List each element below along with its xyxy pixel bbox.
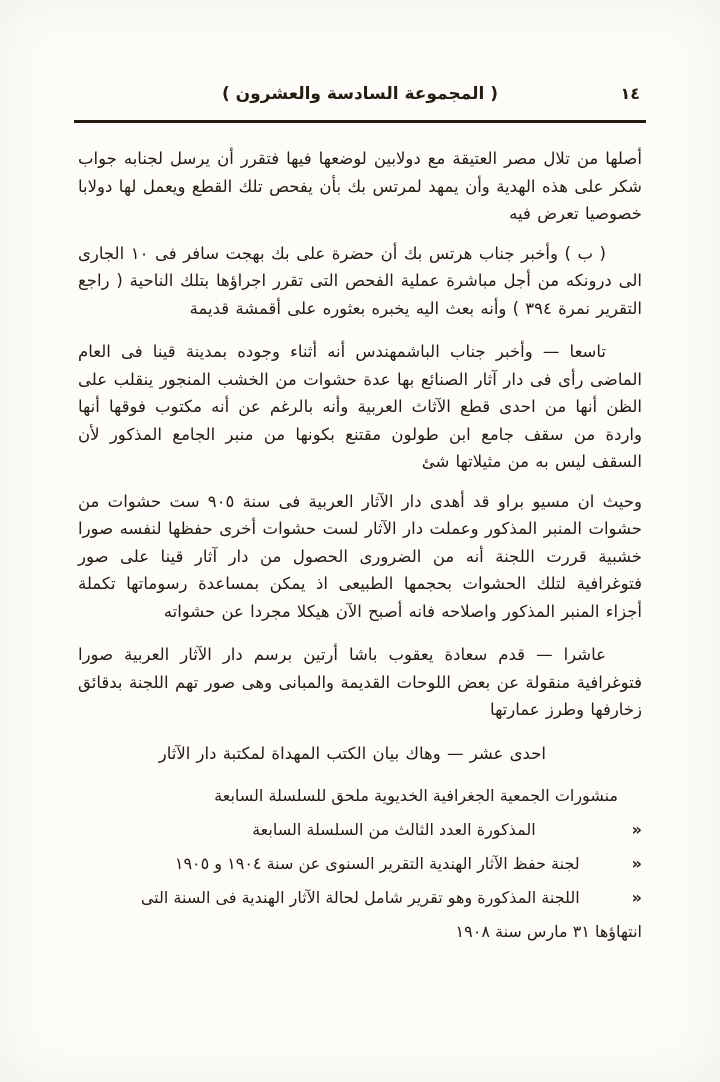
book-list-item-text: اللجنة المذكورة وهو تقرير شامل لحالة الآثار الهندية فى السنة التى [140, 888, 580, 907]
page-header [78, 84, 642, 110]
ditto-mark: « [631, 888, 642, 907]
book-list-item-1 [78, 779, 642, 813]
header-rule [74, 120, 646, 123]
book-list-item-5-continuation [78, 915, 642, 949]
book-list-item-2 [78, 813, 642, 847]
book-list-item-4 [78, 881, 642, 915]
header-title: ( المجموعة السادسة والعشرون ) [221, 84, 499, 104]
paragraph-2-item-b: ( ب ) وأخبر جناب هرتس بك أن حضرة على بك بهجت سافر فى ١٠ الجارى الى درونكه من أجل مباشرة عملية الفحص التى تقرر اجراؤها بتلك الناحية ( راجع التقرير نمرة ٣٩٤ ) وأنه بعث اليه يخبره بعثوره على أقمشة قديمة [78, 243, 642, 318]
page-number: ١٤ [620, 84, 640, 103]
paragraph-6-eleventh-heading: احدى عشر — وهاك بيان الكتب المهداة لمكتبة دار الآثار [158, 743, 546, 763]
ditto-mark: « [631, 820, 642, 839]
ditto-mark: « [631, 854, 642, 873]
book-list-item-text: منشورات الجمعية الجغرافية الخديوية ملحق للسلسلة السابعة [214, 786, 618, 805]
paragraph-4: وحيث ان مسيو براو قد أهدى دار الآثار العربية فى سنة ٩٠٥ ست حشوات من حشوات المنبر المذكور وعملت دار الآثار لست حشوات أخرى حفظها لنفسه صورا خشبية قررت اللجنة أنه من الضرورى الحصول من دار آثار قينا على صور فتوغرافية لتلك الحشوات بحجمها الطبيعى اذ يمكن بمساعدة رسوماتها تكملة أجزاء المنبر المذكور واصلاحه فانه أصبح الآن هيكلا مجردا عن حشواته [78, 491, 642, 621]
book-list-item-3 [78, 847, 642, 881]
paragraph-1: أصلها من تلال مصر العتيقة مع دولابين لوضعها فيها فتقرر أن يرسل لجنابه جواب شكر على هذه الهدية وأن يمهد لمرتس بك بأن يفحص تلك القطع ويعمل لها دولابا خصوصيا تعرض فيه [78, 149, 642, 223]
book-list [78, 779, 642, 949]
paragraph-5-tenth: عاشرا — قدم سعادة يعقوب باشا أرتين برسم دار الآثار العربية صورا فتوغرافية منقولة عن بعض اللوحات القديمة والمبانى وهى صور تهم اللجنة بدقائق زخارفها وطرز عمارتها [78, 645, 642, 719]
page-body [78, 145, 642, 949]
book-list-item-text: لجنة حفظ الآثار الهندية التقرير السنوى عن سنة ١٩٠٤ و ١٩٠٥ [174, 854, 580, 873]
book-list-item-text: المذكورة العدد الثالث من السلسلة السابعة [252, 820, 536, 839]
book-list-item-text: انتهاؤها ٣١ مارس سنة ١٩٠٨ [455, 922, 642, 941]
paragraph-3-ninth: تاسعا — وأخبر جناب الباشمهندس أنه أثناء وجوده بمدينة قينا فى العام الماضى رأى فى دار آثار الصنائع بها عدة حشوات من الخشب المنجور ينقلب على الظن أنها من احدى قطع الآثاث العربية وأنه بالرغم عن أنه مكتوب فوقها أنها واردة من سقف جامع ابن طولون مقتنع بكونها من منبر الجامع المذكور لأن السقف ليس به من مثيلاتها شئ [78, 342, 642, 471]
